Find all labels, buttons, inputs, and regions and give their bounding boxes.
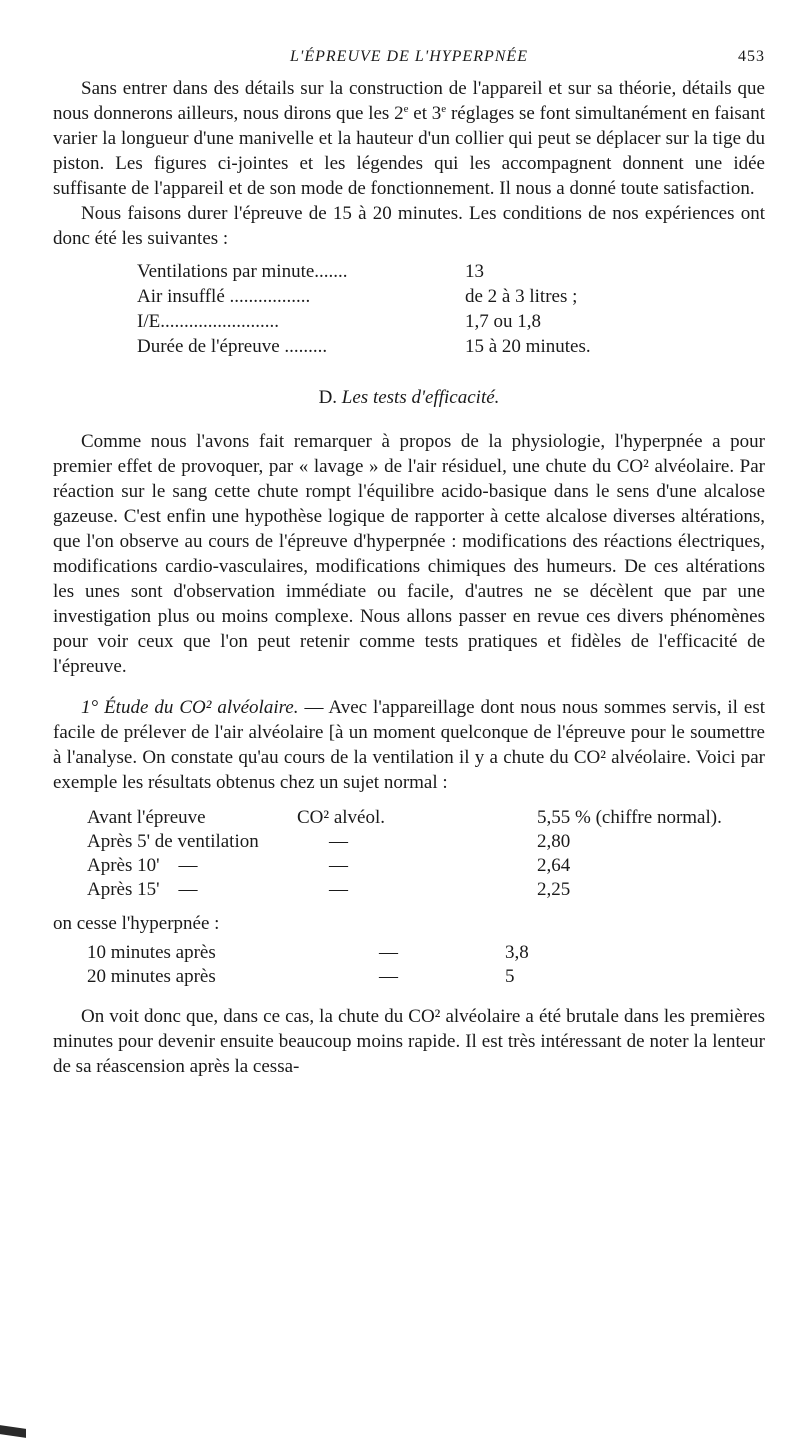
result-measure: — — [379, 966, 398, 987]
result-value: 3,8 — [505, 942, 529, 963]
section-title: Les tests d'efficacité. — [341, 387, 500, 408]
condition-value: 1,7 ou 1,8 — [465, 311, 541, 332]
book-page — [53, 48, 765, 1079]
page-number: 453 — [738, 48, 765, 65]
condition-value: 15 à 20 minutes. — [465, 336, 591, 357]
paragraph-stop: on cesse l'hyperpnée : — [53, 913, 220, 934]
result-measure: — — [379, 942, 398, 963]
table-row — [137, 261, 591, 286]
result-measure: — — [329, 879, 348, 900]
section-prefix: D. — [318, 387, 338, 408]
table-row — [87, 831, 722, 855]
result-value: 5 — [505, 966, 515, 987]
co2-results-table — [87, 807, 722, 903]
paragraph-apparatus: Sans entrer dans des détails sur la construction de l'appareil et sur sa théorie, détails que nous donnerons ailleurs, nous dirons que les 2e et 3e réglages se font simultanément en faisant varier la longueur d'une manivelle et la hauteur d'un collier qui peut se déplacer sur la tige du piston. Les figures ci-jointes et les légendes qui les accompagnent donnent une idée suffisante de l'appareil et de son mode de fonctionnement. Il nous a donné toute satisfaction. — [53, 78, 766, 199]
result-value: 2,64 — [537, 855, 571, 876]
table-row — [87, 879, 722, 903]
scan-edge-mark — [0, 1425, 26, 1438]
running-title: L'ÉPREUVE DE L'HYPERPNÉE — [290, 48, 528, 65]
result-measure: — — [329, 831, 348, 852]
table-row — [137, 286, 591, 311]
condition-label: I/E......................... — [137, 311, 279, 332]
result-measure: CO² alvéol. — [297, 807, 386, 828]
table-row — [137, 311, 591, 336]
condition-label: Air insufflé ................. — [137, 286, 311, 307]
table-row — [137, 336, 591, 361]
page-header — [53, 48, 765, 76]
conditions-table — [137, 261, 591, 361]
result-time: Après 15' — — [87, 879, 198, 900]
table-row — [87, 942, 529, 966]
condition-value: de 2 à 3 litres ; — [465, 286, 578, 307]
result-time: Après 5' de ventilation — [87, 831, 259, 852]
table-row — [87, 855, 722, 879]
result-time: Après 10' — — [87, 855, 198, 876]
subsection-title: 1° Étude du CO² alvéolaire. — [81, 697, 299, 718]
subsection-text: — Avec l'appareillage dont nous nous sommes servis, il est facile de prélever de l'air alvéolaire [à un moment quelconque de l'épreuve pour le soumettre à l'analyse. On constate qu'au cours de la ventilation il y a chute du CO² alvéolaire. Voici par exemple les résultats obtenus chez un sujet normal : — [53, 697, 765, 793]
result-measure: — — [329, 855, 348, 876]
result-value: 2,25 — [537, 879, 571, 900]
paragraph-conclusion: On voit donc que, dans ce cas, la chute du CO² alvéolaire a été brutale dans les premières minutes pour devenir ensuite beaucoup moins rapide. Il est très intéressant de noter la lenteur de sa réascension après la cessa- — [53, 1006, 765, 1077]
result-time: 20 minutes après — [87, 966, 216, 987]
condition-label: Ventilations par minute....... — [137, 261, 348, 282]
section-heading — [53, 387, 765, 409]
table-row — [87, 807, 722, 831]
co2-recovery-table — [87, 942, 529, 990]
result-value: 5,55 % (chiffre normal). — [537, 807, 722, 828]
result-value: 2,80 — [537, 831, 571, 852]
table-row — [87, 966, 529, 990]
paragraph-co2-study — [53, 695, 765, 795]
result-time: Avant l'épreuve — [87, 807, 206, 828]
paragraph-hyperpnea-effects: Comme nous l'avons fait remarquer à propos de la physiologie, l'hyperpnée a pour premier effet de provoquer, par « lavage » de l'air résiduel, une chute du CO² alvéolaire. Par réaction sur le sang cette chute rompt l'équilibre acido-basique dans le sens d'une alcalose gazeuse. C'est enfin une hypothèse logique de rapporter à cette alcalose diverses altérations, que l'on observe au cours de l'épreuve d'hyperpnée : modifications des réactions électriques, modifications cardio-vasculaires, modifications chimiques des humeurs. De ces altérations les unes sont d'observation immédiate ou facile, d'autres ne se décèlent que par une investigation plus ou moins complexe. Nous allons passer en revue ces divers phénomènes pour voir ceux que l'on peut retenir comme tests pratiques et fidèles de l'efficacité de l'épreuve. — [53, 431, 765, 677]
condition-value: 13 — [465, 261, 484, 282]
condition-label: Durée de l'épreuve ......... — [137, 336, 328, 357]
result-time: 10 minutes après — [87, 942, 216, 963]
paragraph-duration: Nous faisons durer l'épreuve de 15 à 20 minutes. Les conditions de nos expériences ont donc été les suivantes : — [53, 203, 765, 249]
